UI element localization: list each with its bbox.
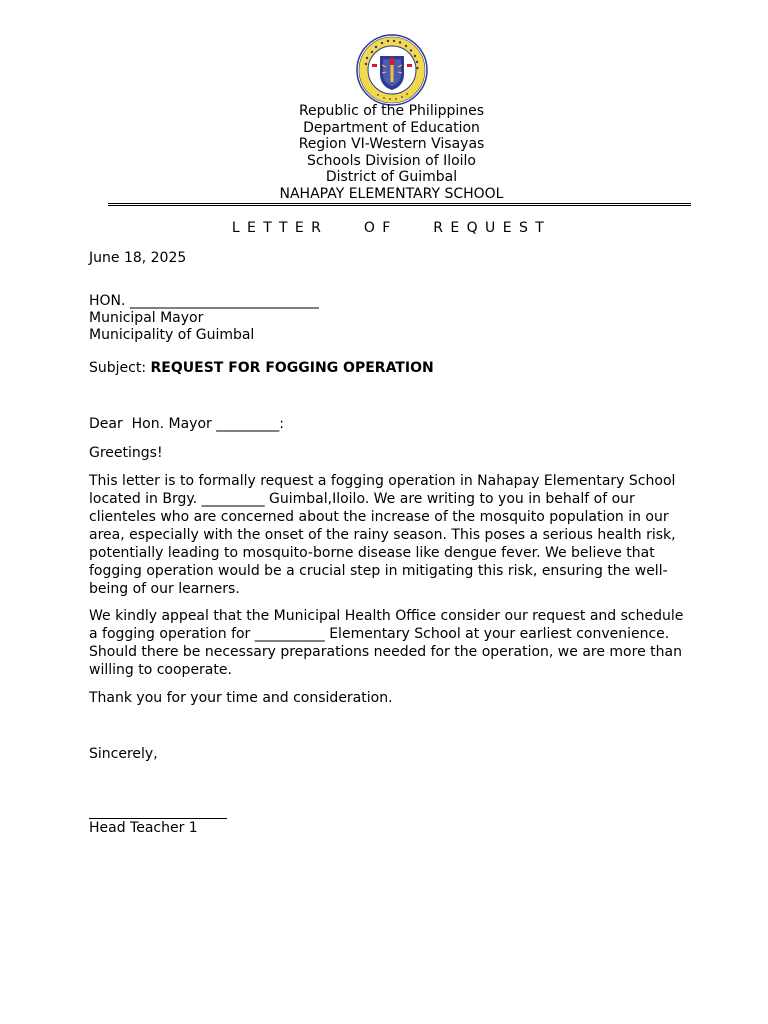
deped-seal-logo bbox=[356, 34, 428, 106]
body-paragraph-2: We kindly appeal that the Municipal Health Office consider our request and schedule a fogging operation for __________ Elementary School at your earliest convenience. Should there be necessary preparations needed for the operation, we are more than willing to cooperate. bbox=[89, 608, 684, 678]
subject-value: REQUEST FOR FOGGING OPERATION bbox=[150, 360, 434, 376]
subject-label: Subject: bbox=[89, 360, 151, 376]
addressee-office: Municipality of Guimbal bbox=[89, 327, 255, 343]
signatory-title: Head Teacher 1 bbox=[89, 820, 198, 836]
closing: Sincerely, bbox=[89, 746, 158, 762]
subject-line bbox=[89, 359, 691, 377]
salutation: Dear Hon. Mayor _________: bbox=[89, 416, 284, 432]
letter-date: June 18, 2025 bbox=[89, 250, 187, 266]
header-line-department: Department of Education bbox=[303, 119, 480, 136]
addressee-name: HON. ___________________________ bbox=[89, 293, 319, 309]
addressee-position: Municipal Mayor bbox=[89, 310, 204, 326]
header-line-district: District of Guimbal bbox=[325, 169, 458, 186]
header-divider bbox=[108, 203, 691, 204]
school-header bbox=[0, 103, 768, 203]
thanks-line: Thank you for your time and consideration. bbox=[89, 690, 393, 706]
letter-title: LETTER OF REQUEST bbox=[231, 220, 552, 236]
greeting: Greetings! bbox=[89, 445, 163, 461]
header-line-republic: Republic of the Philippines bbox=[298, 103, 485, 119]
header-line-division: Schools Division of Iloilo bbox=[306, 152, 476, 169]
body-paragraph-1: This letter is to formally request a fogging operation in Nahapay Elementary School located in Brgy. _________ Guimbal,Iloilo. We are writing to you in behalf of our clienteles who are concerned about the increase of the mosquito population in our area, especially with the onset of the rainy season. This poses a serious health risk, potentially leading to mosquito-borne disease like dengue fever. We believe that fogging operation would be a crucial step in mitigating this risk, ensuring the well-being of our learners. bbox=[89, 473, 676, 597]
header-line-region: Region VI-Western Visayas bbox=[298, 136, 485, 153]
header-line-school: NAHAPAY ELEMENTARY SCHOOL bbox=[279, 185, 504, 202]
header-divider-secondary bbox=[108, 205, 691, 206]
addressee-block bbox=[89, 293, 691, 344]
